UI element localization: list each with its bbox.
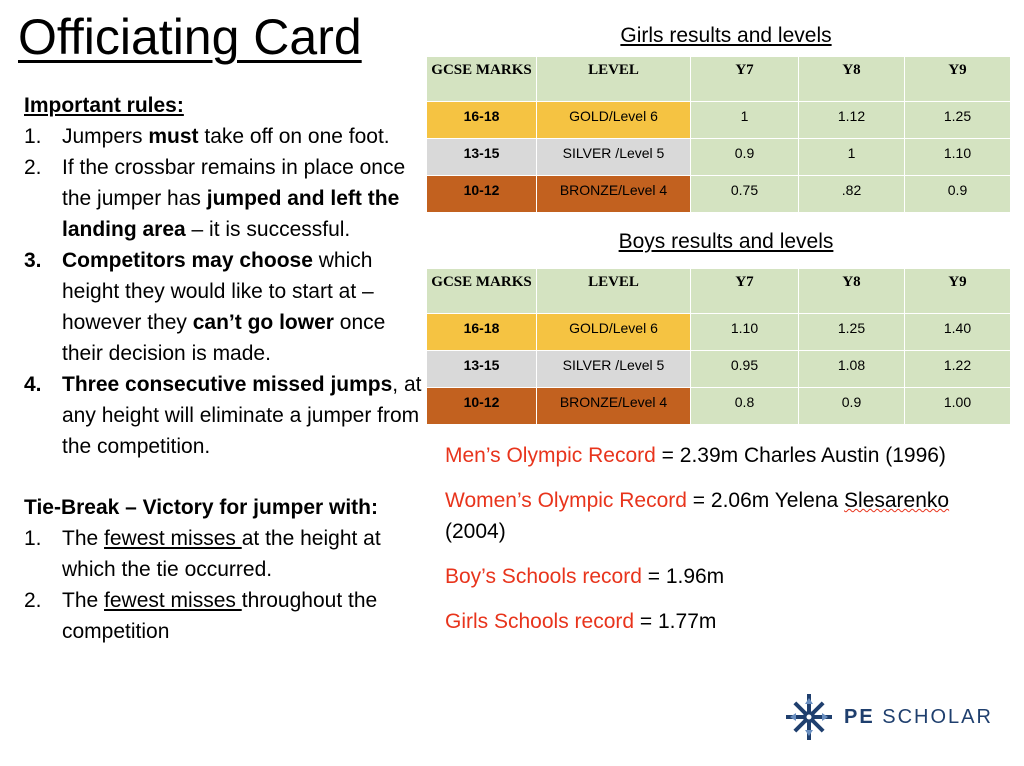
record-label: Women’s Olympic Record xyxy=(445,489,687,512)
tiebreak-2 xyxy=(24,585,424,647)
header-y9: Y9 xyxy=(905,269,1011,314)
header-y8: Y8 xyxy=(799,57,905,102)
rule-number: 3. xyxy=(24,249,42,272)
record-value: 1.96m xyxy=(665,565,725,588)
cell-level: SILVER /Level 5 xyxy=(537,139,691,176)
tiebreak-text: The fewest misses throughout the competition xyxy=(62,589,378,643)
header-level: LEVEL xyxy=(537,57,691,102)
girls-levels-table xyxy=(426,56,1011,213)
rule-1 xyxy=(24,121,424,152)
cell-marks: 13-15 xyxy=(427,139,537,176)
record-value: 2.06m Yelena Slesarenko (2004) xyxy=(445,489,950,543)
rule-4 xyxy=(24,369,424,462)
cell-y8: 1.12 xyxy=(799,102,905,139)
rule-text: Competitors may choose which height they would like to start at – however they can’t go lower once their decision is made. xyxy=(62,249,386,365)
cell-level: GOLD/Level 6 xyxy=(537,314,691,351)
table-header-row xyxy=(427,269,1011,314)
header-y8: Y8 xyxy=(799,269,905,314)
table-row-gold xyxy=(427,314,1011,351)
table-row-bronze xyxy=(427,388,1011,425)
cell-y7: 1.10 xyxy=(691,314,799,351)
logo-text: PE SCHOLAR xyxy=(844,705,993,728)
cell-y9: 1.40 xyxy=(905,314,1011,351)
pe-scholar-logo xyxy=(784,692,993,742)
rules-panel xyxy=(24,90,424,647)
header-y9: Y9 xyxy=(905,57,1011,102)
table-header-row xyxy=(427,57,1011,102)
tiebreak-heading: Tie-Break – Victory for jumper with: xyxy=(24,496,378,519)
cell-marks: 16-18 xyxy=(427,314,537,351)
cell-y9: 1.25 xyxy=(905,102,1011,139)
record-girls-schools: Girls Schools record = 1.77m xyxy=(445,610,717,633)
record-label: Men’s Olympic Record xyxy=(445,444,656,467)
header-marks: GCSE MARKS xyxy=(427,57,537,102)
cell-y7: 1 xyxy=(691,102,799,139)
rule-number: 4. xyxy=(24,373,42,396)
snowflake-logo-icon xyxy=(784,692,834,742)
cell-level: BRONZE/Level 4 xyxy=(537,176,691,213)
header-y7: Y7 xyxy=(691,269,799,314)
cell-marks: 10-12 xyxy=(427,388,537,425)
tiebreak-text: The fewest misses at the height at which the tie occurred. xyxy=(62,527,381,581)
tiebreak-number: 1. xyxy=(24,527,42,550)
rule-number: 1. xyxy=(24,125,42,148)
record-mens-olympic: Men’s Olympic Record = 2.39m Charles Austin (1996) xyxy=(445,444,946,467)
rule-text: Three consecutive missed jumps, at any height will eliminate a jumper from the competition. xyxy=(62,373,422,458)
cell-y7: 0.8 xyxy=(691,388,799,425)
rule-2 xyxy=(24,152,424,245)
cell-marks: 16-18 xyxy=(427,102,537,139)
record-value: 1.77m xyxy=(658,610,717,633)
cell-y9: 1.10 xyxy=(905,139,1011,176)
cell-y7: 0.95 xyxy=(691,351,799,388)
cell-y9: 1.22 xyxy=(905,351,1011,388)
cell-y7: 0.75 xyxy=(691,176,799,213)
rule-text: If the crossbar remains in place once the jumper has jumped and left the landing area – it is successful. xyxy=(62,156,406,241)
rule-number: 2. xyxy=(24,156,42,179)
header-level: LEVEL xyxy=(537,269,691,314)
boys-table-caption: Boys results and levels xyxy=(618,230,834,253)
rule-text: Jumpers must take off on one foot. xyxy=(62,125,390,148)
table-row-bronze xyxy=(427,176,1011,213)
cell-y8: 1.08 xyxy=(799,351,905,388)
rule-3 xyxy=(24,245,424,369)
cell-level: BRONZE/Level 4 xyxy=(537,388,691,425)
cell-y7: 0.9 xyxy=(691,139,799,176)
cell-y9: 0.9 xyxy=(905,176,1011,213)
table-row-silver xyxy=(427,351,1011,388)
header-marks: GCSE MARKS xyxy=(427,269,537,314)
tiebreak-number: 2. xyxy=(24,589,42,612)
cell-level: GOLD/Level 6 xyxy=(537,102,691,139)
cell-y8: .82 xyxy=(799,176,905,213)
rules-heading: Important rules: xyxy=(24,94,184,117)
cell-y8: 1.25 xyxy=(799,314,905,351)
record-boys-schools: Boy’s Schools record = 1.96m xyxy=(445,565,725,588)
tiebreak-1 xyxy=(24,523,424,585)
cell-y9: 1.00 xyxy=(905,388,1011,425)
cell-marks: 13-15 xyxy=(427,351,537,388)
boys-levels-table xyxy=(426,268,1011,425)
record-label: Boy’s Schools record xyxy=(445,565,642,588)
record-value: 2.39m Charles Austin (1996) xyxy=(679,444,946,467)
records-panel xyxy=(445,440,1015,651)
girls-table-caption: Girls results and levels xyxy=(620,24,832,47)
cell-y8: 1 xyxy=(799,139,905,176)
record-label: Girls Schools record xyxy=(445,610,635,633)
page-title: Officiating Card xyxy=(18,9,362,65)
table-row-gold xyxy=(427,102,1011,139)
table-row-silver xyxy=(427,139,1011,176)
record-womens-olympic: Women’s Olympic Record = 2.06m Yelena Slesarenko (2004) xyxy=(445,489,950,543)
header-y7: Y7 xyxy=(691,57,799,102)
cell-level: SILVER /Level 5 xyxy=(537,351,691,388)
cell-y8: 0.9 xyxy=(799,388,905,425)
cell-marks: 10-12 xyxy=(427,176,537,213)
